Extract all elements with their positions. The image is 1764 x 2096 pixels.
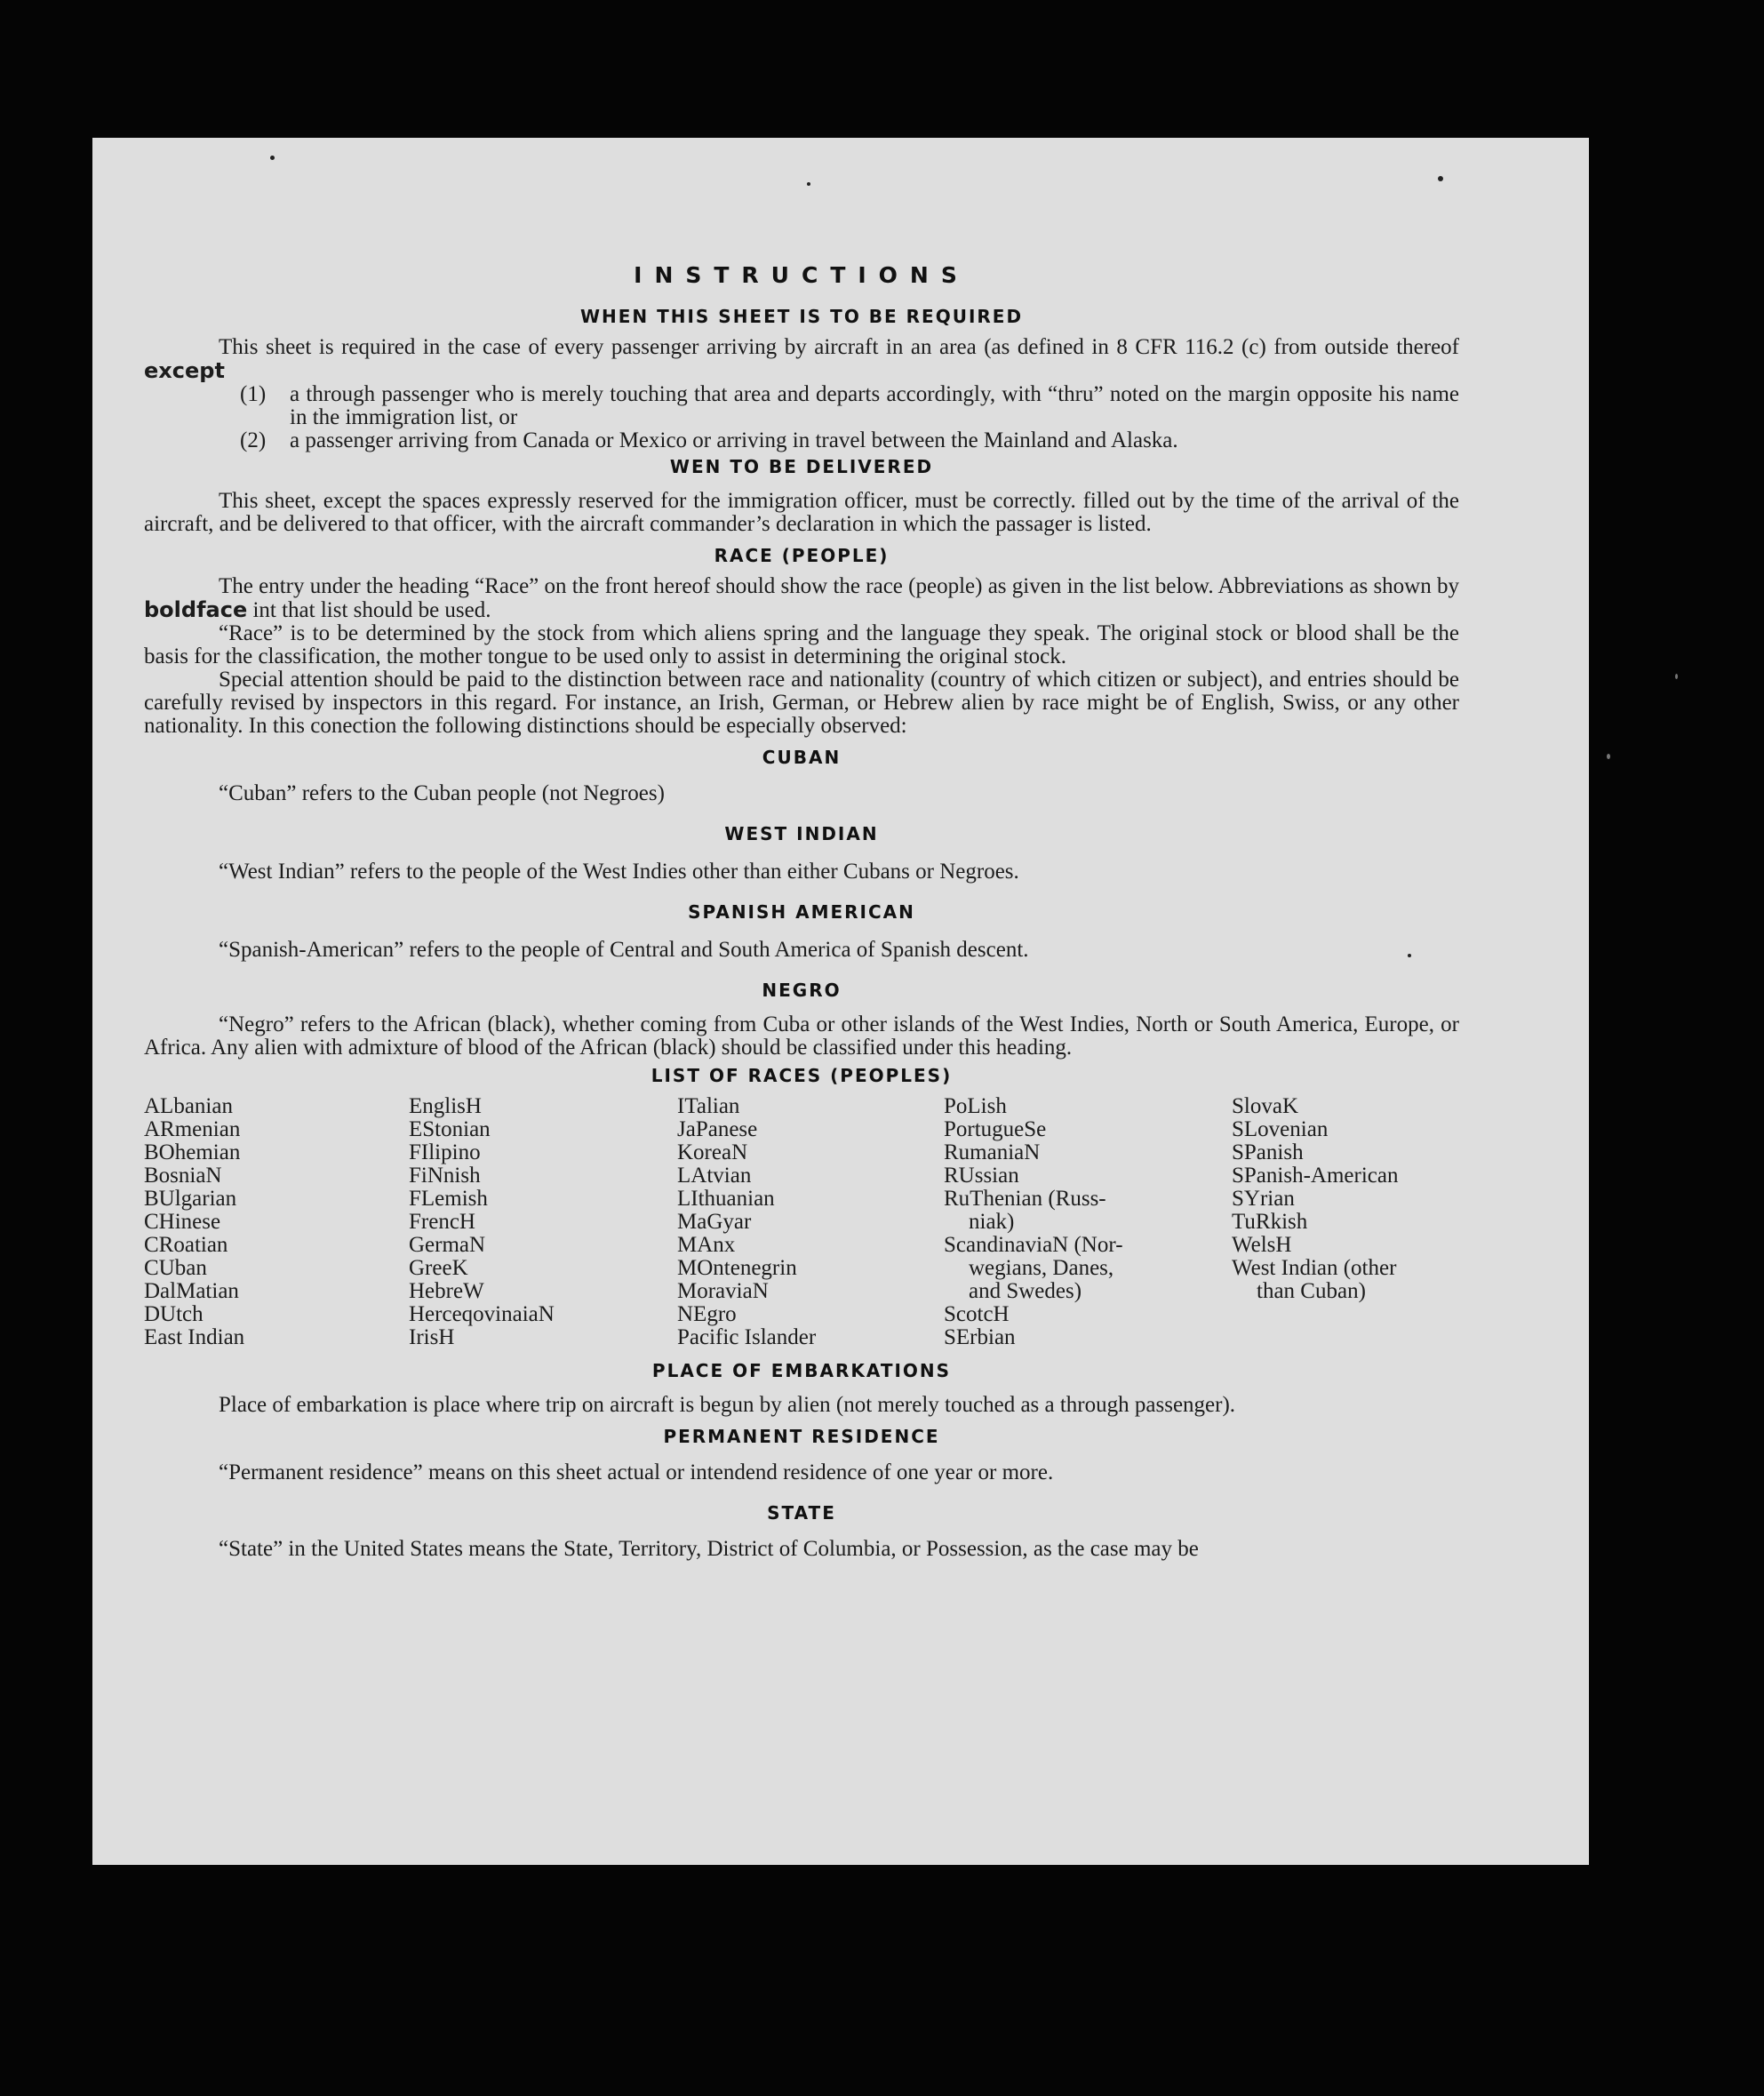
- paragraph-cuban: “Cuban” refers to the Cuban people (not Negroes): [219, 781, 665, 805]
- race-entry: DalMatian: [144, 1279, 239, 1303]
- race-entry: FIlipino: [409, 1140, 481, 1164]
- item-number: (1): [240, 382, 267, 406]
- heading-list-of-races: LIST OF RACES (PEOPLES): [651, 1065, 953, 1086]
- races-column: [1232, 1095, 1459, 1349]
- scan-speck: [1438, 176, 1443, 181]
- race-entry: EStonian: [409, 1117, 491, 1141]
- race-entry: DUtch: [144, 1302, 204, 1326]
- race-entry: ScotcH: [944, 1302, 1010, 1326]
- scan-speck: [1607, 754, 1610, 759]
- race-boldface: boldface: [144, 597, 248, 622]
- paragraph-race-2: “Race” is to be determined by the stock from which aliens spring and the language they speak. The original stock or blood shall be the basis for the classification, the mother tongue to be used only to assist in determining the original stock.: [144, 621, 1459, 668]
- race-entry: niak): [969, 1210, 1015, 1234]
- race-entry: than Cuban): [1257, 1279, 1366, 1303]
- race-entry: RuThenian (Russ-: [944, 1187, 1106, 1211]
- race-entry: FrencH: [409, 1210, 475, 1234]
- race-entry: BosniaN: [144, 1164, 222, 1188]
- heading-when-required: WHEN THIS SHEET IS TO BE REQUIRED: [579, 306, 1024, 327]
- race-entry: SYrian: [1232, 1187, 1295, 1211]
- item-text: a through passenger who is merely touching that area and departs accordingly, with “thru” noted on the margin opposite his name in the immigration list, or: [290, 382, 1459, 429]
- race-entry: SErbian: [944, 1325, 1016, 1349]
- race-entry: WelsH: [1232, 1233, 1292, 1257]
- race-entry: MaGyar: [677, 1210, 752, 1234]
- race-entry: West Indian (other: [1232, 1256, 1397, 1280]
- race-entry: HebreW: [409, 1279, 484, 1303]
- paragraph-negro: “Negro” refers to the African (black), whether coming from Cuba or other islands of the West Indies, North or South America, Europe, or Africa. Any alien with admixture of blood of the African (black) should be classified under this heading.: [144, 1012, 1459, 1060]
- paragraph-embarkation: Place of embarkation is place where trip on aircraft is begun by alien (not merely touched as a through passenger).: [219, 1393, 1236, 1417]
- scan-speck: [1408, 954, 1411, 957]
- race-entry: RumaniaN: [944, 1140, 1041, 1164]
- race-p1-a: The entry under the heading “Race” on the front hereof should show the race (people) as given in the list below. Abbreviations as shown by: [219, 574, 1459, 598]
- heading-when-delivered: WEN TO BE DELIVERED: [669, 456, 934, 477]
- paragraph-spanish-american: “Spanish-American” refers to the people of Central and South America of Spanish descent.: [219, 938, 1029, 962]
- paragraph-race-1: [144, 575, 1459, 622]
- race-entry: NEgro: [677, 1302, 737, 1326]
- race-entry: GermaN: [409, 1233, 486, 1257]
- heading-west-indian: WEST INDIAN: [724, 823, 879, 844]
- race-entry: ALbanian: [144, 1094, 233, 1118]
- heading-race: RACE (PEOPLE): [714, 545, 890, 566]
- scan-speck: [1675, 674, 1678, 679]
- race-entry: MOntenegrin: [677, 1256, 797, 1280]
- paragraph-race-3: Special attention should be paid to the distinction between race and nationality (country of which citizen or subject), and entries should be carefully revised by inspectors in this regard. For instance, an Irish, German, or Hebrew alien by race might be of English, Swiss, or any other nationality. In this conection the following distinctions should be especially observed:: [144, 668, 1459, 738]
- race-entry: CUban: [144, 1256, 207, 1280]
- race-entry: SlovaK: [1232, 1094, 1298, 1118]
- race-entry: RUssian: [944, 1164, 1019, 1188]
- race-entry: ScandinaviaN (Nor-: [944, 1233, 1123, 1257]
- race-entry: FiNnish: [409, 1164, 481, 1188]
- document-content: [144, 262, 1459, 1561]
- race-entry: SPanish-American: [1232, 1164, 1399, 1188]
- race-entry: PoLish: [944, 1094, 1007, 1118]
- race-entry: SLovenian: [1232, 1117, 1329, 1141]
- race-p1-b: int that list should be used.: [252, 598, 491, 622]
- race-entry: CHinese: [144, 1210, 221, 1234]
- paragraph-west-indian: “West Indian” refers to the people of the West Indies other than either Cubans or Negroes.: [219, 860, 1019, 884]
- scan-speck: [270, 156, 275, 160]
- paragraph-permanent-residence: “Permanent residence” means on this sheet actual or intendend residence of one year or more.: [219, 1460, 1054, 1484]
- when-required-except: except: [144, 358, 225, 383]
- race-entry: FLemish: [409, 1187, 488, 1211]
- race-entry: LAtvian: [677, 1164, 752, 1188]
- race-entry: HerceqovinaiaN: [409, 1302, 555, 1326]
- item-number: (2): [240, 428, 267, 452]
- races-table: [144, 1095, 1459, 1349]
- race-entry: ARmenian: [144, 1117, 241, 1141]
- race-entry: BOhemian: [144, 1140, 241, 1164]
- race-entry: CRoatian: [144, 1233, 228, 1257]
- race-entry: PortugueSe: [944, 1117, 1047, 1141]
- heading-embarkation: PLACE OF EMBARKATIONS: [651, 1360, 952, 1381]
- race-entry: wegians, Danes,: [969, 1256, 1114, 1280]
- race-entry: BUlgarian: [144, 1187, 237, 1211]
- race-entry: EnglisH: [409, 1094, 482, 1118]
- paragraph-when-delivered: This sheet, except the spaces expressly reserved for the immigration officer, must be correctly. filled out by the time of the arrival of the aircraft, and be delivered to that officer, with the aircraft commander’s declaration in which the passager is listed.: [144, 489, 1459, 536]
- paragraph-state: “State” in the United States means the State, Territory, District of Columbia, or Possession, as the case may be: [219, 1537, 1199, 1561]
- races-column: [944, 1095, 1232, 1349]
- races-column: [144, 1095, 409, 1349]
- heading-state: STATE: [767, 1502, 836, 1524]
- document-sheet: [92, 138, 1589, 1865]
- race-entry: GreeK: [409, 1256, 468, 1280]
- race-entry: SPanish: [1232, 1140, 1304, 1164]
- heading-spanish-american: SPANISH AMERICAN: [688, 901, 915, 923]
- scan-speck: [807, 182, 810, 186]
- race-entry: MoraviaN: [677, 1279, 769, 1303]
- list-item: [144, 429, 1459, 452]
- paragraph-when-required: [144, 336, 1459, 383]
- heading-negro: NEGRO: [762, 980, 842, 1001]
- races-column: [409, 1095, 677, 1349]
- race-entry: and Swedes): [969, 1279, 1082, 1303]
- heading-cuban: CUBAN: [762, 747, 842, 768]
- races-column: [677, 1095, 944, 1349]
- race-entry: LIthuanian: [677, 1187, 775, 1211]
- list-item: [144, 383, 1459, 429]
- race-entry: MAnx: [677, 1233, 736, 1257]
- race-entry: JaPanese: [677, 1117, 758, 1141]
- race-entry: KoreaN: [677, 1140, 748, 1164]
- race-entry: IrisH: [409, 1325, 455, 1349]
- when-required-intro: This sheet is required in the case of every passenger arriving by aircraft in an area (as defined in 8 CFR 116.2 (c) from outside thereof: [219, 335, 1459, 359]
- item-text: a passenger arriving from Canada or Mexico or arriving in travel between the Mainland and Alaska.: [290, 428, 1178, 452]
- heading-permanent-residence: PERMANENT RESIDENCE: [663, 1426, 940, 1447]
- race-entry: East Indian: [144, 1325, 245, 1349]
- race-entry: ITalian: [677, 1094, 740, 1118]
- page-title: INSTRUCTIONS: [634, 262, 970, 288]
- race-entry: TuRkish: [1232, 1210, 1308, 1234]
- race-entry: Pacific Islander: [677, 1325, 817, 1349]
